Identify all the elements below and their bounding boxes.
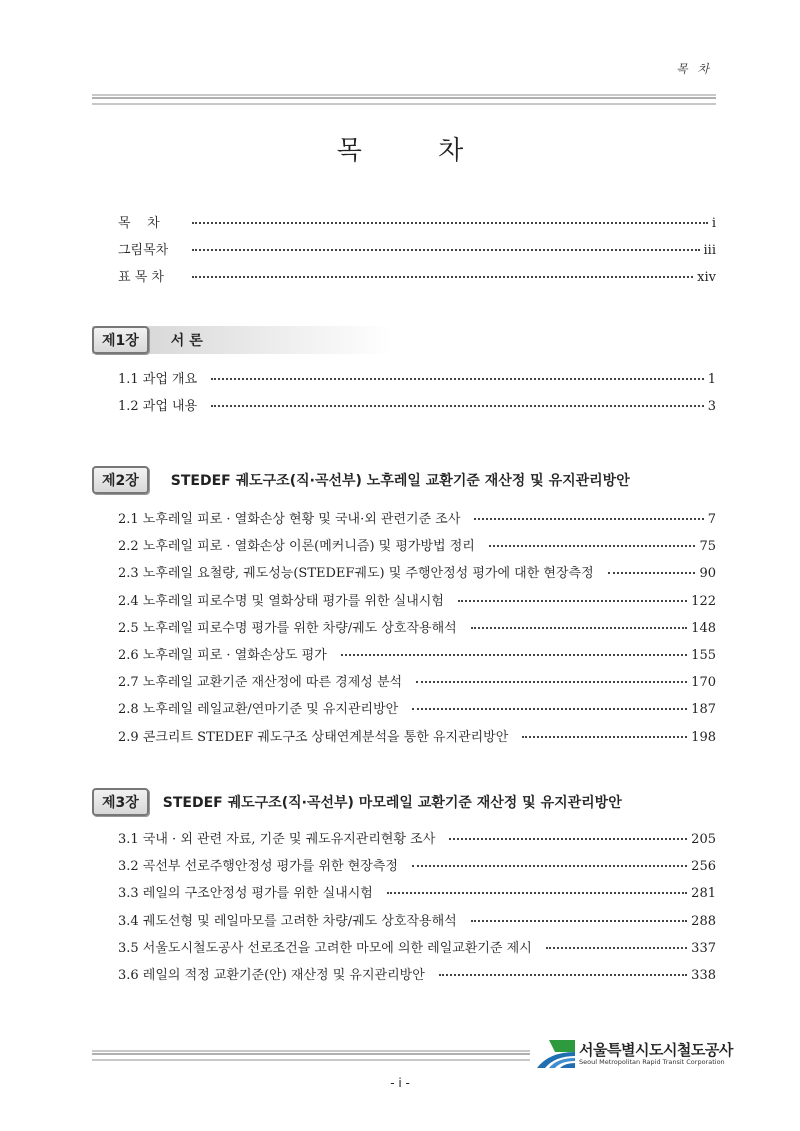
dot-leader bbox=[458, 600, 687, 602]
toc-entry-page: 281 bbox=[691, 886, 716, 902]
toc-entry[interactable] bbox=[118, 508, 716, 535]
toc-entry[interactable] bbox=[118, 726, 716, 753]
dot-leader bbox=[608, 572, 696, 574]
toc-entry-label: 2.3 노후레일 요철량, 궤도성능(STEDEF궤도) 및 주행안정성 평가에 대한 현장측정 bbox=[118, 566, 594, 582]
toc-entry[interactable] bbox=[118, 212, 716, 239]
toc-entry-label: 2.6 노후레일 피로 · 열화손상도 평가 bbox=[118, 647, 327, 663]
toc-entry[interactable] bbox=[118, 368, 716, 395]
toc-entry[interactable] bbox=[118, 855, 716, 882]
toc-entry-label: 3.4 궤도선형 및 레일마모를 고려한 차량/궤도 상호작용해석 bbox=[118, 913, 457, 929]
toc-entry-page: 337 bbox=[691, 940, 716, 956]
toc-entry-label: 2.4 노후레일 피로수명 및 열화상태 평가를 위한 실내시험 bbox=[118, 593, 444, 609]
toc-entry[interactable] bbox=[118, 239, 716, 266]
dot-leader bbox=[489, 545, 696, 547]
dot-leader bbox=[192, 249, 700, 251]
toc-entry-page: 187 bbox=[691, 702, 716, 718]
toc-entry-page: 3 bbox=[707, 399, 716, 415]
toc-entry-page: 1 bbox=[707, 372, 716, 387]
dot-leader bbox=[192, 276, 693, 278]
toc-entry[interactable] bbox=[118, 828, 716, 855]
toc-entry-page: 155 bbox=[691, 647, 716, 663]
toc-entry-label: 그림목차 bbox=[118, 243, 169, 259]
dot-leader bbox=[471, 627, 687, 629]
toc-entry[interactable] bbox=[118, 671, 716, 698]
toc-entry-label: 2.2 노후레일 피로 · 열화손상 이론(메커니즘) 및 평가방법 정리 bbox=[118, 539, 475, 555]
toc-entry-label: 1.2 과업 내용 bbox=[118, 399, 198, 415]
toc-entry[interactable] bbox=[118, 266, 716, 293]
toc-entry-label: 3.5 서울도시철도공사 선로조건을 고려한 마모에 의한 레일교환기준 제시 bbox=[118, 940, 532, 956]
toc-entry[interactable] bbox=[118, 910, 716, 937]
toc-entry[interactable] bbox=[118, 698, 716, 725]
toc-entry[interactable] bbox=[118, 590, 716, 617]
chapter-3-header bbox=[92, 788, 622, 816]
chapter-2-header bbox=[92, 466, 630, 494]
toc-entry[interactable] bbox=[118, 644, 716, 671]
dot-leader bbox=[387, 892, 687, 894]
dot-leader bbox=[412, 865, 687, 867]
toc-entry-label: 3.6 레일의 적정 교환기준(안) 재산정 및 유지관리방안 bbox=[118, 967, 425, 983]
chapter-badge: 제2장 bbox=[92, 466, 149, 494]
toc-entry[interactable] bbox=[118, 937, 716, 964]
dot-leader bbox=[449, 838, 687, 840]
chapter-title: STEDEF 궤도구조(직·곡선부) 마모레일 교환기준 재산정 및 유지관리방안 bbox=[162, 795, 622, 811]
toc-entry-page: 148 bbox=[691, 620, 716, 636]
toc-entry-page: 90 bbox=[699, 566, 716, 582]
toc-entry[interactable] bbox=[118, 964, 716, 991]
toc-entry-page: 122 bbox=[691, 593, 716, 609]
front-matter-list bbox=[118, 212, 716, 294]
dot-leader bbox=[412, 708, 687, 710]
toc-entry[interactable] bbox=[118, 617, 716, 644]
toc-entry-page: 205 bbox=[691, 832, 716, 847]
dot-leader bbox=[522, 736, 687, 738]
toc-entry[interactable] bbox=[118, 562, 716, 589]
company-logo bbox=[535, 1040, 733, 1068]
toc-entry-label: 3.2 곡선부 선로주행안정성 평가를 위한 현장측정 bbox=[118, 859, 398, 875]
chapter-title: STEDEF 궤도구조(직·곡선부) 노후레일 교환기준 재산정 및 유지관리방안 bbox=[170, 473, 630, 489]
footer-divider bbox=[92, 1050, 530, 1061]
running-header: 목 차 bbox=[676, 62, 712, 76]
dot-leader bbox=[474, 518, 703, 520]
dot-leader bbox=[439, 974, 687, 976]
chapter-1-list bbox=[118, 368, 716, 422]
toc-entry-page: 7 bbox=[707, 512, 716, 527]
dot-leader bbox=[341, 654, 687, 656]
toc-entry-label: 2.9 콘크리트 STEDEF 궤도구조 상태연계분석을 통한 유지관리방안 bbox=[118, 729, 509, 745]
toc-entry[interactable] bbox=[118, 535, 716, 562]
toc-entry-label: 2.7 노후레일 교환기준 재산정에 따른 경제성 분석 bbox=[118, 675, 403, 691]
header-divider bbox=[92, 94, 716, 105]
chapter-2-list bbox=[118, 508, 716, 753]
logo-mark-icon bbox=[535, 1040, 575, 1068]
toc-entry-label: 3.3 레일의 구조안정성 평가를 위한 실내시험 bbox=[118, 886, 373, 902]
toc-entry[interactable] bbox=[118, 882, 716, 909]
chapter-badge: 제3장 bbox=[92, 788, 149, 816]
page-title: 목 차 bbox=[336, 136, 498, 166]
chapter-title: 서 론 bbox=[170, 333, 203, 349]
toc-entry-label: 1.1 과업 개요 bbox=[118, 372, 198, 387]
toc-entry-label: 표 목 차 bbox=[118, 270, 164, 286]
toc-entry-page: xiv bbox=[697, 270, 716, 286]
toc-entry-label: 3.1 국내 · 외 관련 자료, 기준 및 궤도유지관리현황 조사 bbox=[118, 832, 436, 847]
toc-entry-page: 338 bbox=[691, 967, 716, 983]
toc-entry-page: 170 bbox=[691, 675, 716, 691]
toc-entry-label: 2.8 노후레일 레일교환/연마기준 및 유지관리방안 bbox=[118, 702, 399, 718]
toc-entry-page: 288 bbox=[691, 913, 716, 929]
toc-entry-page: 75 bbox=[699, 539, 716, 555]
toc-entry-page: 198 bbox=[691, 729, 716, 745]
toc-entry-label: 2.5 노후레일 피로수명 평가를 위한 차량/궤도 상호작용해석 bbox=[118, 620, 457, 636]
toc-entry-page: 256 bbox=[691, 859, 716, 875]
toc-entry-page: iii bbox=[703, 243, 716, 259]
chapter-3-list bbox=[118, 828, 716, 991]
chapter-1-header bbox=[92, 326, 203, 354]
toc-entry-label: 목 차 bbox=[118, 216, 160, 231]
page-number: - i - bbox=[390, 1076, 410, 1090]
toc-entry-page: i bbox=[711, 216, 716, 231]
chapter-badge: 제1장 bbox=[92, 326, 149, 354]
dot-leader bbox=[416, 681, 687, 683]
logo-name: 서울특별시도시철도공사 bbox=[579, 1041, 733, 1059]
dot-leader bbox=[192, 222, 708, 224]
toc-entry-label: 2.1 노후레일 피로 · 열화손상 현황 및 국내·외 관련기준 조사 bbox=[118, 512, 461, 527]
dot-leader bbox=[471, 920, 687, 922]
toc-entry[interactable] bbox=[118, 395, 716, 422]
dot-leader bbox=[211, 405, 704, 407]
dot-leader bbox=[211, 378, 704, 380]
dot-leader bbox=[546, 947, 687, 949]
logo-subtitle: Seoul Metropolitan Rapid Transit Corporation bbox=[579, 1058, 725, 1066]
